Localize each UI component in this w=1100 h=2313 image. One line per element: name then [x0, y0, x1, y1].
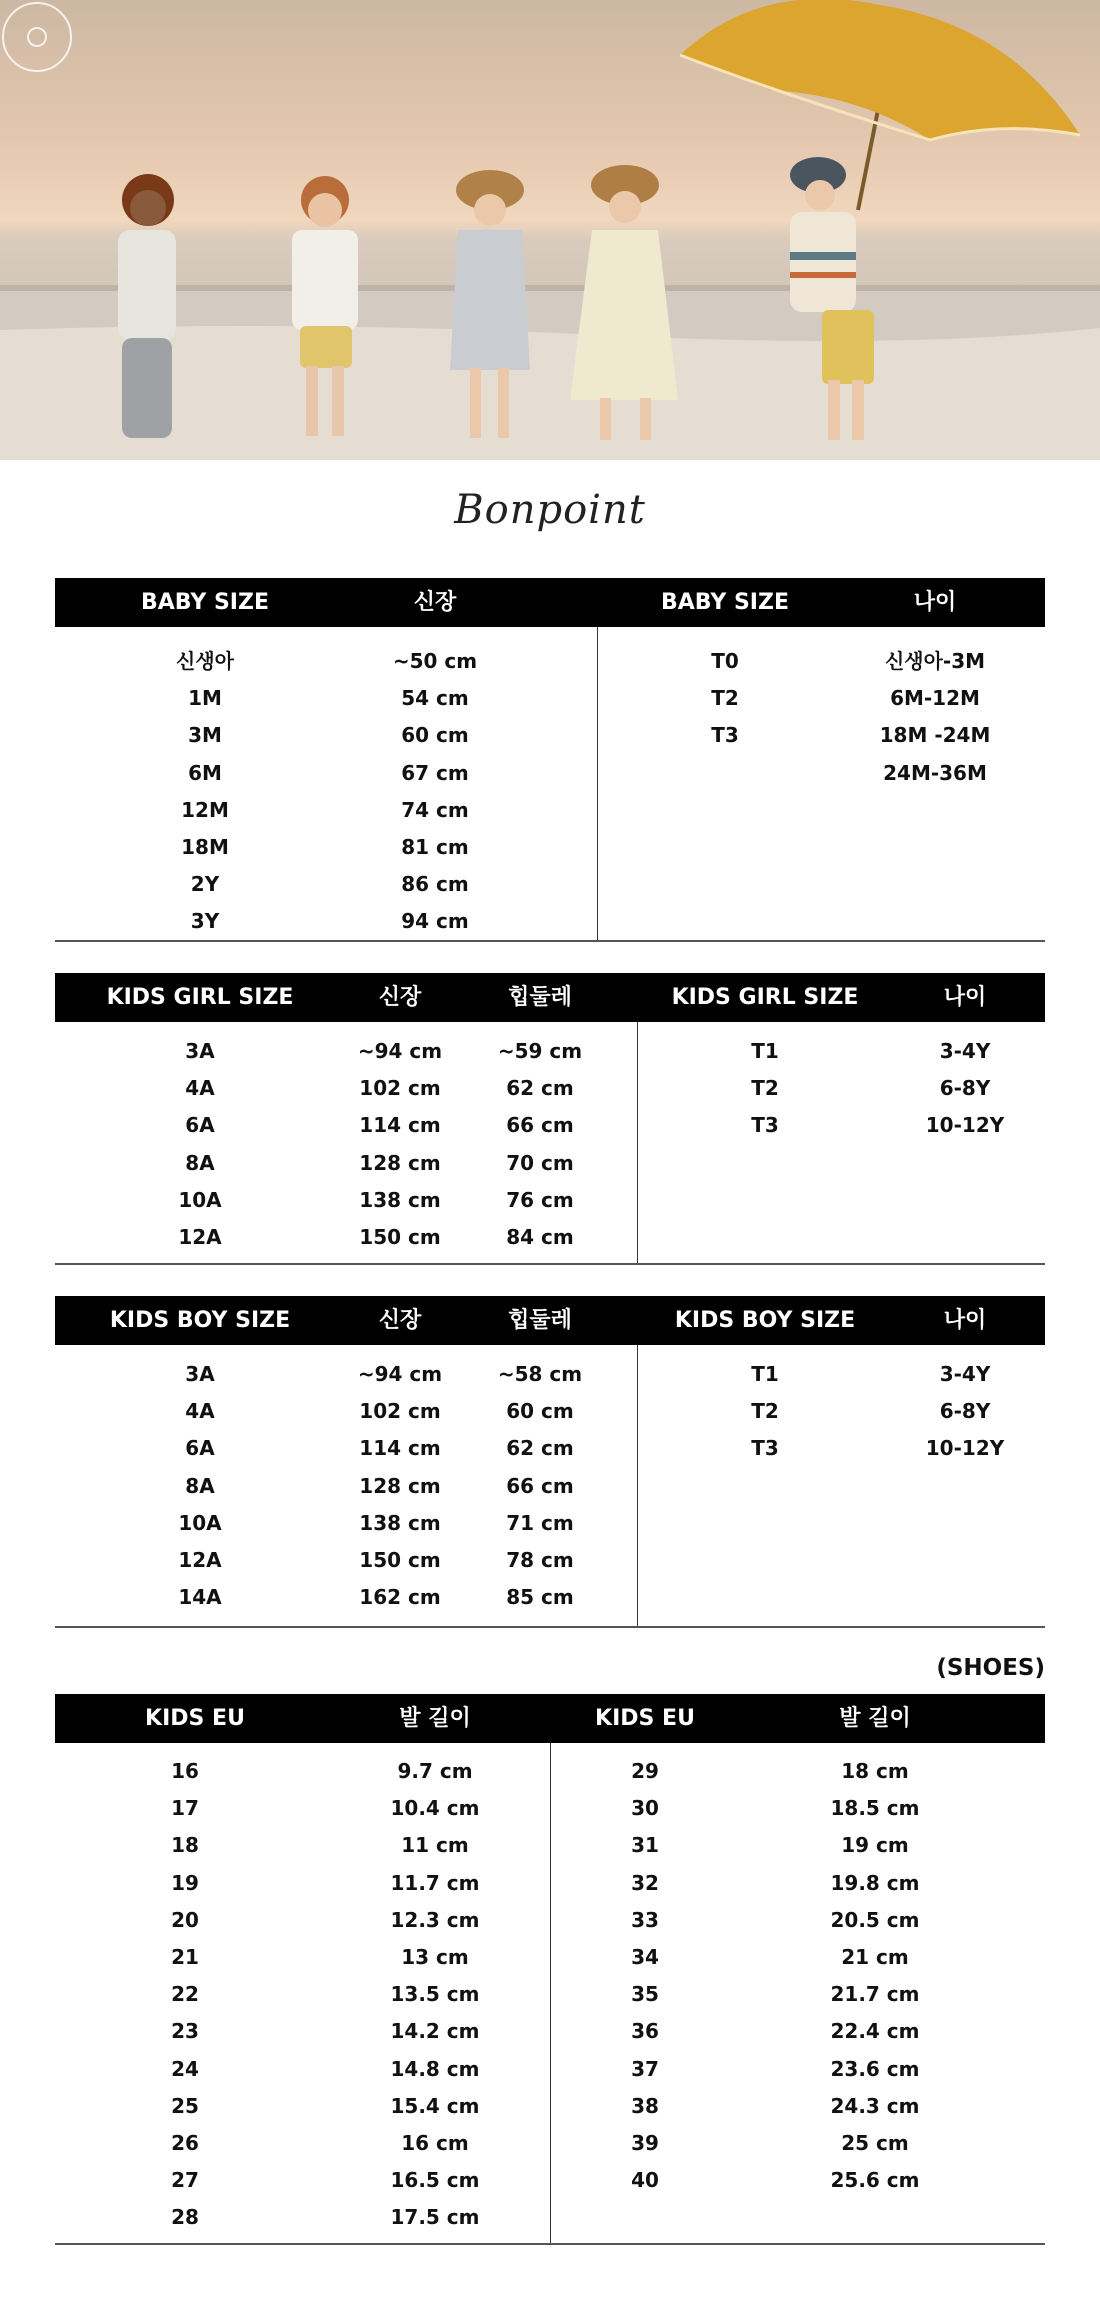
header-height: 신장: [378, 985, 422, 1010]
table-cell: 신생아: [176, 649, 234, 673]
table-cell: 19 cm: [841, 1833, 909, 1858]
table-cell: 18M: [181, 835, 229, 859]
table-cell: 102 cm: [359, 1399, 441, 1424]
shoes-label: (SHOES): [936, 1655, 1045, 1681]
header-foot-length-2: 발 길이: [839, 1706, 911, 1731]
table-cell: 81 cm: [401, 835, 469, 859]
table-cell: 9.7 cm: [397, 1759, 473, 1783]
table-cell: 33: [631, 1907, 659, 1932]
table-cell: T3: [711, 723, 739, 748]
table-cell: 3M: [188, 723, 222, 748]
table-cell: 22: [171, 1982, 199, 2007]
table-cell: T0: [711, 649, 739, 673]
table-cell: 10A: [178, 1510, 222, 1535]
table-cell: 12.3 cm: [390, 1907, 480, 1932]
table-cell: 24.3 cm: [830, 2093, 920, 2118]
table-cell: 20.5 cm: [830, 1907, 920, 1932]
baby-table-header: [55, 578, 1045, 627]
table-cell: 162 cm: [359, 1585, 441, 1610]
column-divider: [637, 1345, 638, 1626]
table-cell: 8A: [185, 1150, 215, 1175]
table-cell: 66 cm: [506, 1473, 574, 1498]
table-cell: 18M -24M: [879, 723, 991, 748]
table-cell: T1: [751, 1039, 779, 1063]
table-cell: 114 cm: [359, 1113, 441, 1138]
table-cell: 128 cm: [359, 1473, 441, 1498]
table-cell: 39: [631, 2131, 659, 2155]
table-cell: T2: [751, 1399, 779, 1424]
table-cell: T1: [751, 1362, 779, 1386]
table-cell: 18: [171, 1833, 199, 1858]
table-cell: 14.8 cm: [390, 2056, 480, 2081]
header-boy-size-age: KIDS BOY SIZE: [674, 1308, 856, 1333]
table-cell: 12A: [178, 1225, 222, 1249]
table-cell: 94 cm: [401, 909, 469, 934]
table-cell: 21.7 cm: [830, 1982, 920, 2007]
table-cell: 19.8 cm: [830, 1870, 920, 1895]
header-foot-length: 발 길이: [399, 1706, 471, 1731]
header-girl-size-age: KIDS GIRL SIZE: [671, 985, 859, 1010]
table-cell: 25: [171, 2093, 199, 2118]
table-cell: 6A: [185, 1436, 215, 1461]
brand-logo-text: Bonpoint: [454, 487, 646, 533]
table-cell: 3A: [185, 1362, 215, 1386]
table-cell: ~94 cm: [357, 1362, 443, 1386]
table-cell: 66 cm: [506, 1113, 574, 1138]
table-cell: 27: [171, 2168, 199, 2193]
table-cell: 14.2 cm: [390, 2019, 480, 2044]
table-cell: 15.4 cm: [390, 2093, 480, 2118]
table-cell: 60 cm: [506, 1399, 574, 1424]
table-cell: 21 cm: [841, 1945, 909, 1969]
marron-lace-watermark: [0, 0, 74, 74]
table-cell: 114 cm: [359, 1436, 441, 1461]
table-cell: 60 cm: [401, 723, 469, 748]
table-cell: 6A: [185, 1113, 215, 1138]
table-cell: 30: [631, 1796, 659, 1821]
column-divider: [637, 1022, 638, 1263]
table-cell: 32: [631, 1870, 659, 1895]
table-cell: 35: [631, 1982, 659, 2007]
table-cell: 78 cm: [506, 1548, 574, 1572]
table-cell: 19: [171, 1870, 199, 1895]
header-age: 나이: [913, 590, 957, 615]
brand-logo: [0, 470, 1100, 550]
table-cell: 74 cm: [401, 797, 469, 822]
table-cell: 62 cm: [506, 1436, 574, 1461]
girl-table-header: [55, 973, 1045, 1022]
table-cell: 4A: [185, 1076, 215, 1101]
table-cell: 150 cm: [359, 1225, 441, 1249]
table-cell: 17: [171, 1796, 199, 1821]
table-cell: 23.6 cm: [830, 2056, 920, 2081]
table-cell: 71 cm: [506, 1510, 574, 1535]
table-cell: 신생아-3M: [884, 649, 986, 673]
header-boy-size: KIDS BOY SIZE: [109, 1308, 291, 1333]
table-cell: 10-12Y: [925, 1436, 1005, 1461]
table-cell: ~50 cm: [392, 649, 478, 673]
table-cell: 34: [631, 1945, 659, 1969]
table-cell: 128 cm: [359, 1150, 441, 1175]
header-height: 신장: [378, 1308, 422, 1333]
table-cell: 37: [631, 2056, 659, 2081]
table-cell: [625, 758, 825, 788]
shoes-table-header: [55, 1694, 1045, 1743]
table-cell: 23: [171, 2019, 199, 2044]
table-cell: ~58 cm: [497, 1362, 583, 1386]
table-cell: 2Y: [190, 872, 220, 897]
table-cell: 36: [631, 2019, 659, 2044]
table-cell: T3: [751, 1113, 779, 1138]
table-cell: T2: [751, 1076, 779, 1101]
beach-scene: [0, 0, 1100, 460]
table-cell: 3-4Y: [939, 1039, 991, 1063]
table-cell: T3: [751, 1436, 779, 1461]
table-cell: 10.4 cm: [390, 1796, 480, 1821]
table-cell: 8A: [185, 1473, 215, 1498]
header-baby-size: BABY SIZE: [141, 590, 269, 615]
table-cell: 102 cm: [359, 1076, 441, 1101]
table-cell: 138 cm: [359, 1510, 441, 1535]
table-cell: 10A: [178, 1187, 222, 1212]
header-height: 신장: [413, 590, 457, 615]
table-cell: 29: [631, 1759, 659, 1783]
table-cell: 18 cm: [841, 1759, 909, 1783]
table-cell: 13.5 cm: [390, 1982, 480, 2007]
table-cell: 16: [171, 1759, 199, 1783]
table-cell: 85 cm: [506, 1585, 574, 1610]
table-cell: 62 cm: [506, 1076, 574, 1101]
kids-girl-size-table: [55, 973, 1045, 1265]
boy-table-header: [55, 1296, 1045, 1345]
kids-boy-size-table: [55, 1296, 1045, 1628]
table-cell: 25.6 cm: [830, 2168, 920, 2193]
kids-shoes-size-table: [55, 1694, 1045, 2245]
table-cell: 150 cm: [359, 1548, 441, 1572]
table-cell: ~94 cm: [357, 1039, 443, 1063]
table-cell: 16.5 cm: [390, 2168, 480, 2193]
header-baby-size-age: BABY SIZE: [661, 590, 789, 615]
child-1: [118, 174, 176, 438]
table-cell: 6-8Y: [939, 1076, 991, 1101]
header-age: 나이: [943, 1308, 987, 1333]
header-age: 나이: [943, 985, 987, 1010]
table-cell: 13 cm: [401, 1945, 469, 1969]
header-hip: 힙둘레: [508, 1308, 572, 1333]
table-cell: 6M-12M: [890, 686, 980, 711]
table-cell: 54 cm: [401, 686, 469, 711]
table-cell: 38: [631, 2093, 659, 2118]
table-cell: 70 cm: [506, 1150, 574, 1175]
table-cell: 20: [171, 1907, 199, 1932]
table-cell: 86 cm: [401, 872, 469, 897]
table-cell: 24M-36M: [883, 760, 987, 785]
table-cell: 16 cm: [401, 2131, 469, 2155]
table-cell: 24: [171, 2056, 199, 2081]
table-cell: 3A: [185, 1039, 215, 1063]
table-cell: 76 cm: [506, 1187, 574, 1212]
column-divider: [550, 1743, 551, 2243]
table-cell: ~59 cm: [497, 1039, 583, 1063]
table-cell: 31: [631, 1833, 659, 1858]
table-cell: 11 cm: [401, 1833, 469, 1858]
table-cell: 17.5 cm: [390, 2205, 480, 2230]
child-4: [570, 165, 678, 440]
table-cell: 84 cm: [506, 1225, 574, 1249]
table-cell: 11.7 cm: [390, 1870, 480, 1895]
table-cell: 67 cm: [401, 760, 469, 785]
table-cell: 28: [171, 2205, 199, 2230]
table-cell: 1M: [188, 686, 222, 711]
table-cell: 22.4 cm: [830, 2019, 920, 2044]
table-cell: 25 cm: [841, 2131, 909, 2155]
header-girl-size: KIDS GIRL SIZE: [106, 985, 294, 1010]
column-divider: [597, 627, 598, 940]
header-kids-eu: KIDS EU: [145, 1706, 245, 1731]
table-cell: 10-12Y: [925, 1113, 1005, 1138]
table-cell: 6-8Y: [939, 1399, 991, 1424]
table-cell: 3-4Y: [939, 1362, 991, 1386]
table-cell: 6M: [188, 760, 222, 785]
hero-photo: [0, 0, 1100, 460]
table-cell: 18.5 cm: [830, 1796, 920, 1821]
table-cell: 4A: [185, 1399, 215, 1424]
header-hip: 힙둘레: [508, 985, 572, 1010]
table-cell: 14A: [178, 1585, 222, 1610]
table-cell: 138 cm: [359, 1187, 441, 1212]
header-kids-eu-2: KIDS EU: [595, 1706, 695, 1731]
table-cell: 26: [171, 2131, 199, 2155]
table-cell: 12M: [181, 797, 229, 822]
table-cell: 21: [171, 1945, 199, 1969]
baby-size-table: [55, 578, 1045, 942]
table-cell: 3Y: [190, 909, 220, 934]
table-cell: 40: [631, 2168, 659, 2193]
table-cell: 12A: [178, 1548, 222, 1572]
table-cell: T2: [711, 686, 739, 711]
